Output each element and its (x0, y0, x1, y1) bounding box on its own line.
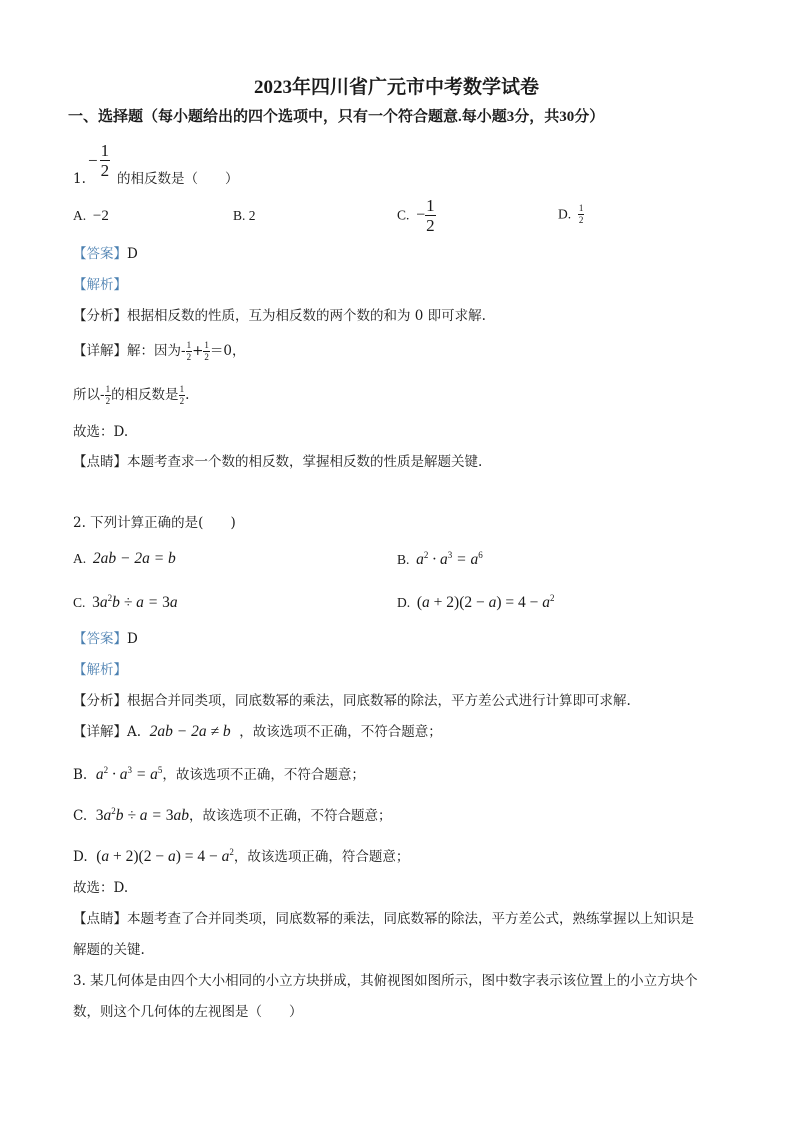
q1-fenxi: 【分析】根据相反数的性质，互为相反数的两个数的和为 0 即可求解. (73, 308, 486, 324)
q1-xiangjie: 【详解】解：因为- $\frac{1}{2}$ + $\frac{1}{2}$ ＝0， (73, 340, 246, 362)
q2-conclusion: 故选：D. (73, 880, 129, 896)
q1-option-d: D. $\frac{1}{2}$ (558, 203, 584, 225)
q1-answer: 【答案】D (73, 246, 138, 262)
q1-dianjing: 【点睛】本题考查求一个数的相反数，掌握相反数的性质是解题关键. (73, 454, 483, 470)
q2-option-c: C. $3a^2b \div a = 3a$ (73, 593, 178, 611)
q2-analysis-tag: 【解析】 (73, 662, 127, 678)
q2-fenxi: 【分析】根据合并同类项，同底数幂的乘法，同底数幂的除法，平方差公式进行计算即可求解. (73, 693, 631, 709)
q2-detail-a: 【详解】A. 2ab − 2a ≠ b ，故该选项不正确，不符合题意； (73, 723, 442, 740)
q1-stem: 的相反数是（ ） (117, 171, 239, 187)
q3-stem-line1: 3. 某几何体是由四个大小相同的小立方块拼成，其俯视图如图所示，图中数字表示该位置上的小立方块个 (73, 973, 698, 989)
q2-option-b: B. $a^2 \cdot a^3 = a^6$ (397, 550, 483, 568)
q1-number: 1. (73, 171, 86, 187)
q2-detail-b: B. $a^2 \cdot a^3 = a^5$，故该选项不正确，不符合题意； (73, 765, 365, 783)
section-heading: 一、选择题（每小题给出的四个选项中，只有一个符合题意.每小题3分，共30分） (68, 109, 605, 125)
q2-dianjing-line2: 解题的关键. (73, 942, 145, 958)
q2-option-a: A. 2ab − 2a = b (73, 550, 176, 567)
q2-dianjing-line1: 【点睛】本题考查了合并同类项，同底数幂的乘法，同底数幂的除法，平方差公式，熟练掌握以上知识是 (73, 911, 694, 927)
q2-detail-c: C. $3a^2b \div a = 3ab$，故该选项不正确，不符合题意； (73, 806, 392, 824)
q3-stem-line2: 数，则这个几何体的左视图是（ ） (73, 1004, 303, 1020)
q1-line2: 所以- $\frac{1}{2}$ 的相反数是 $\frac{1}{2}$ . (73, 384, 190, 406)
q1-stem-fraction: − $\frac{1}{2}$ (88, 141, 110, 180)
q2-answer: 【答案】D (73, 631, 138, 647)
q2-option-d: D. $(a + 2)(2 - a) = 4 - a^2$ (397, 593, 555, 611)
q1-option-a: A. −2 (73, 208, 109, 224)
q2-stem: 2. 下列计算正确的是( ) (73, 515, 236, 531)
q2-detail-d: D. $(a + 2)(2 - a) = 4 - a^2$，故该选项正确，符合题意； (73, 847, 410, 865)
q1-option-c: C. − $\frac{1}{2}$ (397, 196, 435, 235)
q1-analysis-tag: 【解析】 (73, 277, 127, 293)
page-title: 2023年四川省广元市中考数学试卷 (253, 77, 539, 98)
q1-conclusion: 故选：D. (73, 424, 129, 440)
q1-option-b: B. 2 (233, 208, 256, 223)
